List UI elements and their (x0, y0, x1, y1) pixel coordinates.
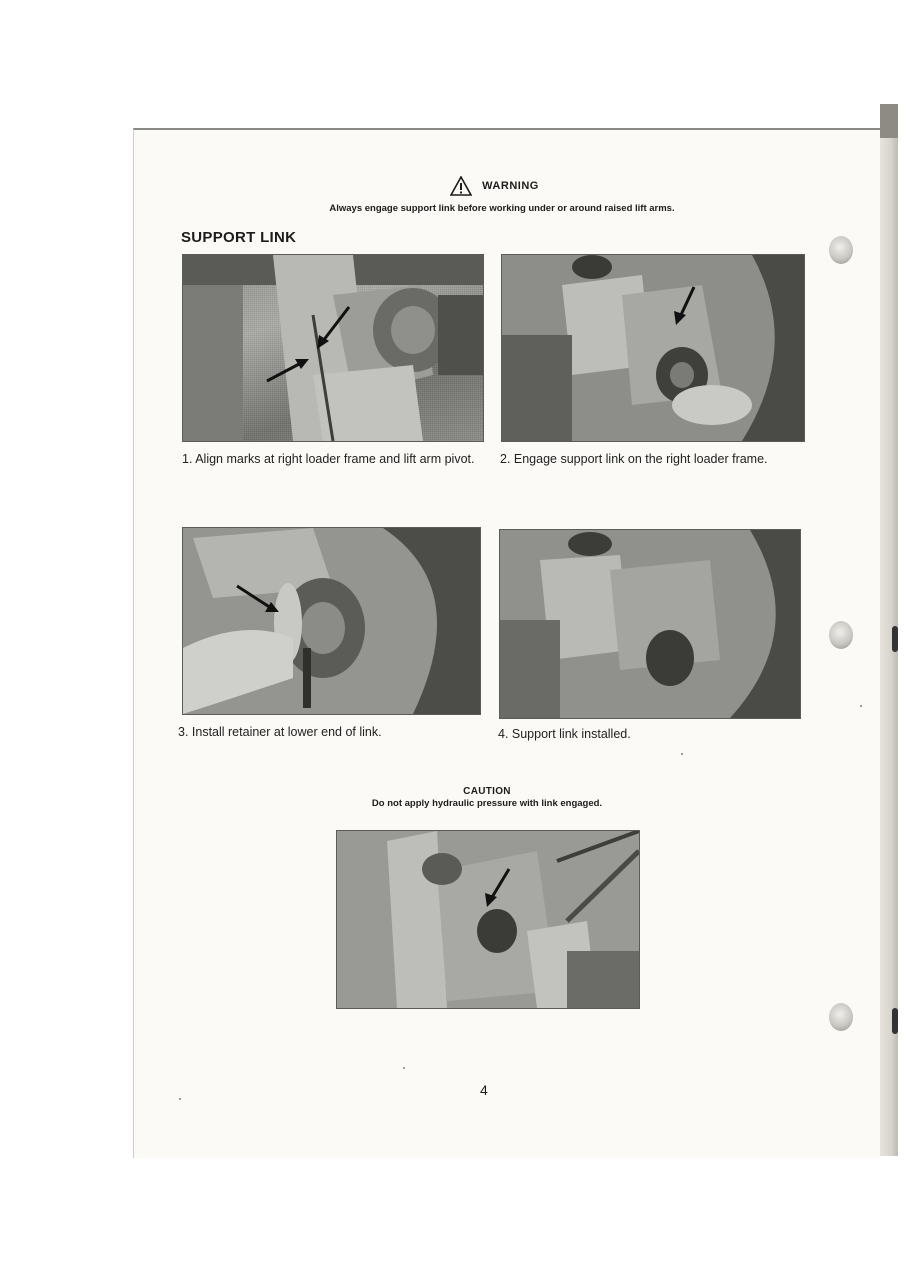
scan-speck (403, 1067, 405, 1069)
scan-speck (681, 753, 683, 755)
caution-text: Do not apply hydraulic pressure with link engaged. (371, 798, 603, 809)
arrow-icon (263, 355, 313, 385)
binder-hole-bottom (829, 1003, 853, 1031)
photo-step-1 (182, 254, 484, 442)
section-title: SUPPORT LINK (181, 229, 297, 246)
scan-speck (179, 1098, 181, 1100)
photo-step-4 (499, 529, 801, 719)
warning-text: Always engage support link before working under or around raised lift arms. (329, 203, 675, 214)
warning-triangle-icon (450, 176, 472, 196)
caption-step-2: 2. Engage support link on the right loader frame. (500, 452, 768, 466)
arrow-icon (233, 582, 283, 616)
edge-mark (892, 1008, 898, 1034)
caution-block (0, 786, 909, 809)
caution-title: CAUTION (463, 786, 511, 797)
scan-speck (860, 705, 862, 707)
warning-title: WARNING (482, 180, 539, 192)
photo-caution (336, 830, 640, 1009)
caption-step-4: 4. Support link installed. (498, 727, 631, 741)
edge-mark (892, 626, 898, 652)
arrow-icon (670, 283, 700, 327)
caption-step-1: 1. Align marks at right loader frame and lift arm pivot. (182, 452, 475, 466)
binder-hole-top (829, 236, 853, 264)
photo-step-2 (501, 254, 805, 442)
binder-edge-shadow (880, 104, 898, 138)
binder-hole-middle (829, 621, 853, 649)
warning-heading (0, 176, 909, 201)
arrow-icon (311, 303, 355, 353)
caption-step-3: 3. Install retainer at lower end of link. (178, 725, 382, 739)
arrow-icon (481, 865, 515, 909)
page-number: 4 (480, 1082, 488, 1098)
photo-step-3 (182, 527, 481, 715)
